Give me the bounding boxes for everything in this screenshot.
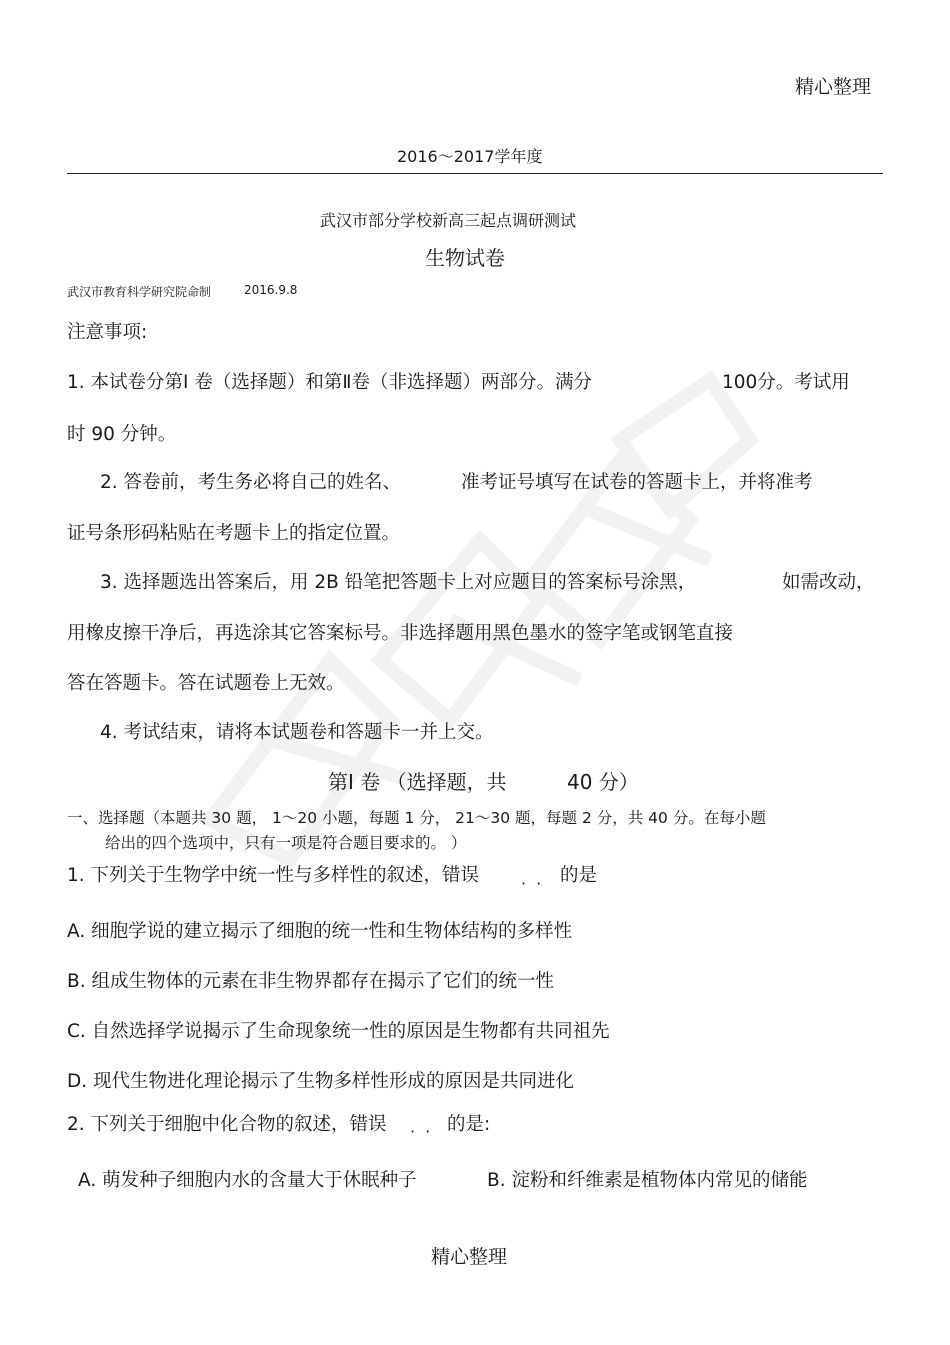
section-title-a: 第Ⅰ 卷 （选择题，共 — [328, 770, 507, 794]
question-2-stem-a: 2. 下列关于细胞中化合物的叙述，错误 — [67, 1114, 387, 1135]
question-1-option-a: A. 细胞学说的建立揭示了细胞的统一性和生物体结构的多样性 — [67, 921, 573, 942]
note-2-line2: 证号条形码粘贴在考题卡上的指定位置。 — [67, 523, 401, 544]
footer-text: 精心整理 — [431, 1246, 508, 1268]
exam-issuer: 武汉市教育科学研究院命制 — [67, 285, 212, 299]
note-2-line1-b: 准考证号填写在试卷的答题卡上，并将准考 — [461, 472, 813, 493]
question-1-stem-b: 的是 — [560, 865, 598, 886]
question-2-option-b: B. 淀粉和纤维素是植物体内常见的储能 — [487, 1170, 808, 1191]
question-2-emphasis-dots: ·· — [410, 1122, 441, 1141]
note-3-line2: 用橡皮擦干净后，再选涂其它答案标号。非选择题用黑色墨水的签字笔或钢笔直接 — [67, 623, 734, 644]
question-1-option-c: C. 自然选择学说揭示了生命现象统一性的原因是生物都有共同祖先 — [67, 1021, 610, 1042]
note-2-line1-a: 2. 答卷前，考生务必将自己的姓名、 — [100, 472, 402, 493]
section-instructions-line1: 一、选择题（本题共 30 题， 1～20 小题，每题 1 分， 21～30 题，每题 2 分，共 40 分。在每小题 — [67, 809, 766, 827]
academic-year: 2016～2017学年度 — [397, 147, 543, 166]
section-title-b: 40 分） — [567, 770, 639, 794]
notes-heading: 注意事项: — [67, 322, 148, 343]
page-title: 生物试卷 — [425, 246, 505, 270]
header-watermark-text: 精心整理 — [795, 76, 872, 98]
note-1-line1-a: 1. 本试卷分第Ⅰ 卷（选择题）和第Ⅱ卷（非选择题）两部分。满分 — [67, 372, 592, 393]
note-3-line3: 答在答题卡。答在试题卷上无效。 — [67, 673, 345, 694]
question-1-option-b: B. 组成生物体的元素在非生物界都存在揭示了它们的统一性 — [67, 971, 554, 992]
note-1-line1-b: 100分。考试用 — [722, 372, 850, 393]
exam-date: 2016.9.8 — [244, 283, 298, 297]
section-instructions-line2: 给出的四个选项中，只有一项是符合题目要求的。 ） — [105, 834, 467, 852]
question-1-stem-a: 1. 下列关于生物学中统一性与多样性的叙述，错误 — [67, 865, 480, 886]
note-3-line1-b: 如需改动， — [782, 572, 875, 593]
question-2-stem-b: 的是: — [447, 1114, 491, 1135]
question-1-option-d: D. 现代生物进化理论揭示了生物多样性形成的原因是共同进化 — [67, 1071, 575, 1092]
question-2-option-a: A. 萌发种子细胞内水的含量大于休眠种子 — [78, 1170, 417, 1191]
question-1-emphasis-dots: ·· — [521, 874, 552, 893]
exam-name: 武汉市部分学校新高三起点调研测试 — [320, 211, 577, 230]
note-4: 4. 考试结束，请将本试题卷和答题卡一并上交。 — [100, 722, 494, 743]
header-divider — [67, 173, 883, 174]
note-1-line2: 时 90 分钟。 — [67, 424, 177, 445]
note-3-line1-a: 3. 选择题选出答案后，用 2B 铅笔把答题卡上对应题目的答案标号涂黑， — [100, 572, 697, 593]
